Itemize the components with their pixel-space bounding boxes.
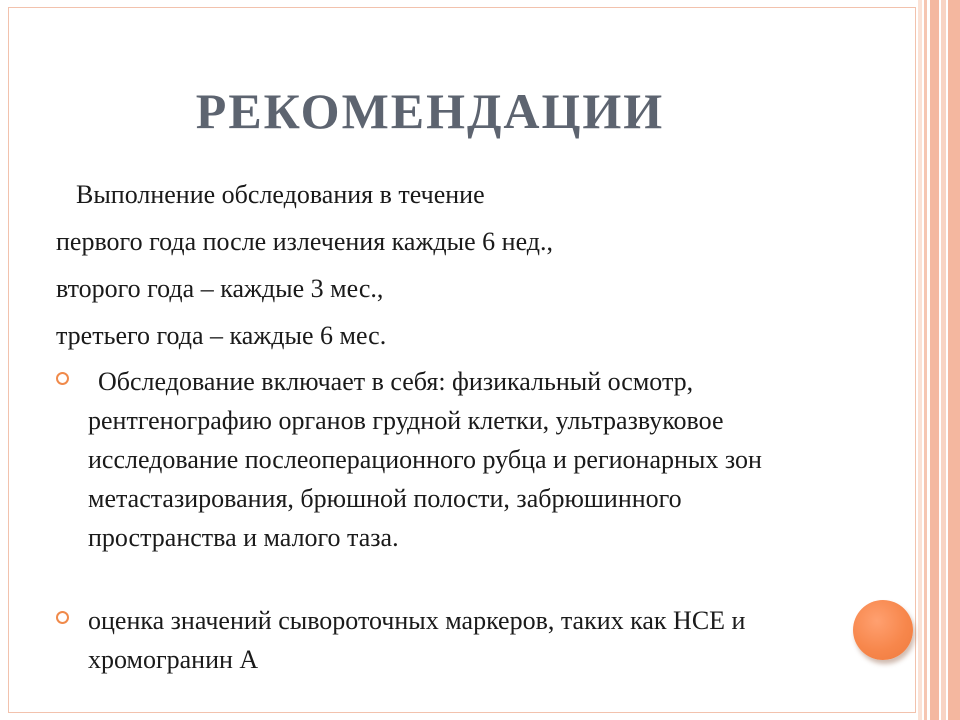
decor-stripe <box>948 0 960 720</box>
decor-stripe <box>930 0 939 720</box>
intro-line: второго года – каждые 3 мес., <box>56 274 384 303</box>
decor-stripe <box>918 0 922 720</box>
intro-line: Выполнение обследования в течение <box>76 180 485 209</box>
decor-stripe <box>941 0 946 720</box>
ring-bullet-icon <box>56 611 69 624</box>
bullet-item <box>56 362 826 557</box>
slide-title: РЕКОМЕНДАЦИИ <box>195 83 665 139</box>
bullet-item <box>56 601 826 679</box>
decor-stripe <box>924 0 927 720</box>
ring-bullet-icon <box>56 372 69 385</box>
bullet-text: оценка значений сывороточных маркеров, таких как НСЕ и хромогранин А <box>88 606 746 674</box>
intro-line: третьего года – каждые 6 мес. <box>56 321 387 350</box>
intro-line: первого года после излечения каждые 6 нед., <box>56 227 553 256</box>
orange-circle-icon <box>853 600 913 660</box>
bullet-text: Обследование включает в себя: физикальный осмотр, рентгенографию органов грудной клетки, ультразвуковое исследование послеоперационного рубца и регионарных зон метастазирования, брюшной полости, забрюшинного пространства и малого таза. <box>88 367 762 552</box>
